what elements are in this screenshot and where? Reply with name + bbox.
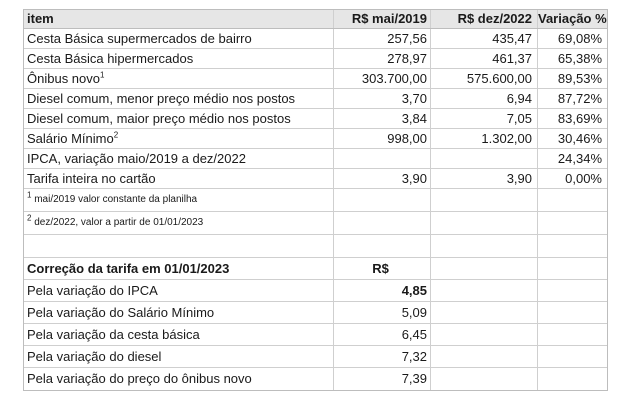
empty-cell [538, 324, 608, 345]
footnote-row [23, 189, 608, 212]
row-value-2022: 6,94 [431, 89, 538, 108]
table-row [23, 169, 608, 189]
correction-value: 4,85 [334, 280, 431, 301]
empty-cell [431, 324, 538, 345]
row-variation: 87,72% [557, 91, 602, 106]
correction-row [23, 324, 608, 346]
row-value-2022: 461,37 [431, 49, 538, 68]
empty-row [23, 235, 608, 258]
empty-cell [538, 235, 608, 257]
empty-cell [431, 280, 538, 301]
row-item-cell [23, 69, 334, 88]
row-item: Salário Mínimo [27, 131, 114, 146]
row-item: Tarifa inteira no cartão [23, 169, 334, 188]
empty-cell [431, 212, 538, 234]
correction-value: 5,09 [334, 302, 431, 323]
footnote-cell [23, 212, 334, 234]
correction-row [23, 302, 608, 324]
spreadsheet-table [23, 9, 608, 391]
header-dec-2022: R$ dez/2022 [431, 9, 538, 28]
correction-unit: R$ [334, 258, 431, 279]
table-row [23, 89, 608, 109]
correction-value: 7,39 [334, 368, 431, 390]
table-row [23, 149, 608, 169]
table-row [23, 69, 608, 89]
empty-cell [538, 368, 608, 390]
row-variation: 0,00% [565, 171, 602, 186]
footnote-marker: 1 [27, 190, 32, 200]
row-item: Diesel comum, maior preço médio nos postos [23, 109, 334, 128]
table-row [23, 129, 608, 149]
row-variation: 83,69% [557, 111, 602, 126]
correction-header-row [23, 258, 608, 280]
row-value-2022: 3,90 [431, 169, 538, 188]
empty-cell [334, 189, 431, 211]
empty-cell [538, 212, 608, 234]
table-row [23, 49, 608, 69]
footnote-marker: 2 [27, 213, 32, 223]
row-item: Cesta Básica supermercados de bairro [23, 29, 334, 48]
footnote-cell [23, 189, 334, 211]
empty-cell [431, 368, 538, 390]
correction-value: 6,45 [334, 324, 431, 345]
empty-cell [538, 258, 608, 279]
row-item-cell [23, 129, 334, 148]
correction-label: Pela variação do preço do ônibus novo [23, 368, 334, 390]
footnote-marker: 2 [113, 130, 119, 140]
row-item: Diesel comum, menor preço médio nos postos [23, 89, 334, 108]
row-value-2022 [431, 149, 538, 168]
row-value-2022: 7,05 [431, 109, 538, 128]
footnote-text: dez/2022, valor a partir de 01/01/2023 [31, 217, 204, 228]
empty-cell [334, 212, 431, 234]
row-value-2019: 3,70 [334, 89, 431, 108]
header-may-2019: R$ mai/2019 [334, 9, 431, 28]
row-value-2019: 303.700,00 [334, 69, 431, 88]
row-item: Ônibus novo [27, 71, 100, 86]
row-value-2019: 257,56 [334, 29, 431, 48]
row-value-2022: 435,47 [431, 29, 538, 48]
row-value-2019: 278,97 [334, 49, 431, 68]
correction-label: Pela variação do IPCA [23, 280, 334, 301]
row-value-2019: 3,84 [334, 109, 431, 128]
row-value-2022: 1.302,00 [431, 129, 538, 148]
row-variation: 65,38% [557, 51, 602, 66]
row-value-2019 [334, 149, 431, 168]
correction-row [23, 368, 608, 390]
table-header-row [23, 9, 608, 29]
row-variation: 89,53% [557, 71, 602, 86]
empty-cell [23, 235, 334, 257]
correction-label: Pela variação da cesta básica [23, 324, 334, 345]
empty-cell [334, 235, 431, 257]
header-variation: Variação % [538, 11, 607, 26]
row-variation: 24,34% [557, 151, 602, 166]
footnote-row [23, 212, 608, 235]
row-variation: 69,08% [557, 31, 602, 46]
table-row [23, 109, 608, 129]
table-row [23, 29, 608, 49]
row-value-2019: 998,00 [334, 129, 431, 148]
empty-cell [538, 346, 608, 367]
correction-row [23, 346, 608, 368]
footnote-marker: 1 [100, 70, 105, 80]
correction-row [23, 280, 608, 302]
correction-header: Correção da tarifa em 01/01/2023 [23, 258, 334, 279]
row-item: Cesta Básica hipermercados [23, 49, 334, 68]
footnote-text: mai/2019 valor constante da planilha [31, 194, 198, 205]
row-item: IPCA, variação maio/2019 a dez/2022 [23, 149, 334, 168]
empty-cell [431, 258, 538, 279]
empty-cell [538, 189, 608, 211]
empty-cell [538, 280, 608, 301]
correction-label: Pela variação do Salário Mínimo [23, 302, 334, 323]
row-variation: 30,46% [557, 131, 602, 146]
row-value-2019: 3,90 [334, 169, 431, 188]
header-item: item [23, 9, 334, 28]
empty-cell [431, 235, 538, 257]
empty-cell [431, 346, 538, 367]
empty-cell [431, 189, 538, 211]
correction-value: 7,32 [334, 346, 431, 367]
empty-cell [431, 302, 538, 323]
row-value-2022: 575.600,00 [431, 69, 538, 88]
correction-label: Pela variação do diesel [23, 346, 334, 367]
empty-cell [538, 302, 608, 323]
